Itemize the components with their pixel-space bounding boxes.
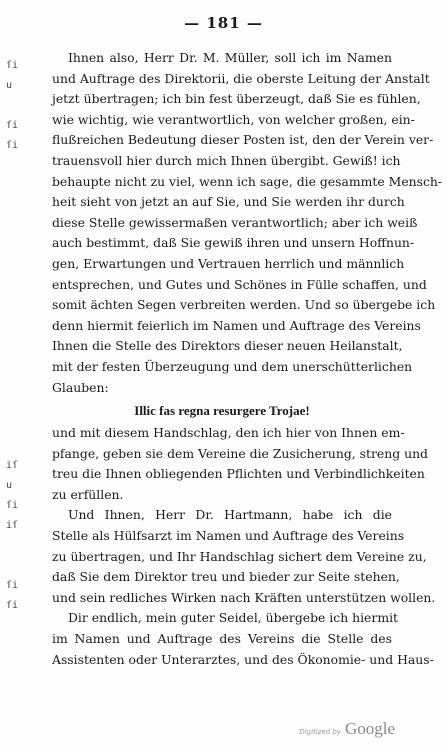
latin-quotation: Illic fas regna resurgere Trojae! <box>134 403 310 419</box>
text-line: und sein redliches Wirken nach Kräften unterstützen wollen. <box>52 589 436 605</box>
text-line: Und Ihnen, Herr Dr. Hartmann, habe ich die <box>68 507 392 523</box>
margin-mark <box>6 176 22 196</box>
text-line: behaupte nicht zu viel, wenn ich sage, die gesammte Mensch- <box>52 173 443 189</box>
margin-mark <box>6 396 22 416</box>
margin-mark <box>6 436 22 456</box>
margin-mark <box>6 376 22 396</box>
text-line: Stelle als Hülfsarzt im Namen und Auftrage des Vereins <box>52 528 405 544</box>
margin-mark <box>6 356 22 376</box>
text-line: flußreichen Bedeutung dieser Posten ist, den der Verein ver- <box>52 132 434 148</box>
margin-mark <box>6 296 22 316</box>
digitization-watermark <box>299 719 395 739</box>
margin-mark <box>6 156 22 176</box>
margin-mark <box>6 256 22 276</box>
margin-mark: ſi <box>6 60 19 71</box>
google-logo: Google <box>344 719 395 738</box>
page-body-text <box>52 48 443 670</box>
margin-mark <box>6 316 22 336</box>
text-line: diese Stelle gewissermaßen verantwortlich; aber ich weiß <box>52 214 418 230</box>
margin-mark: ſi <box>6 600 19 611</box>
text-line: denn hiermit feierlich im Namen und Auftrage des Vereins <box>52 317 421 333</box>
margin-mark: ſi <box>6 140 19 151</box>
text-line: somit ächten Segen verbreiten werden. Und so übergebe ich <box>52 297 436 313</box>
margin-mark <box>6 236 22 256</box>
margin-mark <box>6 196 22 216</box>
margin-mark: u <box>6 80 13 91</box>
text-line: und Auftrage des Direktorii, die oberste Leitung der Anstalt <box>52 70 430 86</box>
text-line: pfange, geben sie dem Vereine die Zusicherung, streng und <box>52 445 428 461</box>
margin-mark <box>6 416 22 436</box>
text-line: zu erfüllen. <box>52 486 124 502</box>
text-line: im Namen und Auftrage des Vereins die Stelle des <box>52 631 392 647</box>
text-line: jetzt übertragen; ich bin fest überzeugt, daß Sie es fühlen, <box>52 91 421 107</box>
text-line: trauensvoll hier durch mich Ihnen übergibt. Gewiß! ich <box>52 152 401 168</box>
paragraph-speech-2 <box>52 423 436 670</box>
text-line: Assistenten oder Unterarztes, und des Ökonomie- und Haus- <box>52 651 434 667</box>
paragraph-speech-1 <box>52 48 443 398</box>
margin-mark <box>6 276 22 296</box>
margin-mark <box>6 336 22 356</box>
margin-mark <box>6 216 22 236</box>
margin-mark: ſi <box>6 500 19 511</box>
margin-mark: u <box>6 480 13 491</box>
text-line: Ihnen also, Herr Dr. M. Müller, soll ich im Namen <box>68 50 392 65</box>
margin-mark <box>6 536 22 556</box>
margin-mark: iſ <box>6 520 19 531</box>
text-line: treu die Ihnen obliegenden Pflichten und Verbindlichkeiten <box>52 466 425 482</box>
text-line: auch bestimmt, daß Sie gewiß ihren und unsern Hoffnun- <box>52 235 415 251</box>
digitized-by-text: Digitized by <box>299 728 341 736</box>
text-line: Ihnen die Stelle des Direktors dieser neuen Heilanstalt, <box>52 338 403 354</box>
text-line: daß Sie dem Direktor treu und bieder zur Seite stehen, <box>52 569 400 585</box>
margin-mark: ſi <box>6 580 19 591</box>
text-line: Dir endlich, mein guter Seidel, übergebe ich hiermit <box>68 610 399 626</box>
text-line: gen, Erwartungen und Vertrauen herrlich und männlich <box>52 255 405 271</box>
text-line: heit sieht von jetzt an auf Sie, und Sie werden ihr durch <box>52 194 405 210</box>
margin-mark <box>6 96 22 116</box>
text-line: Glauben: <box>52 379 109 395</box>
margin-mark: ſi <box>6 120 19 131</box>
margin-mark: iſ <box>6 460 19 471</box>
page-number-header: — 181 — <box>184 14 263 32</box>
text-line: und mit diesem Handschlag, den ich hier von Ihnen em- <box>52 425 405 441</box>
text-line: wie wichtig, wie verantwortlich, von welcher großen, ein- <box>52 111 415 127</box>
margin-mark <box>6 556 22 576</box>
margin-bleed-marks <box>6 56 22 616</box>
text-line: entsprechen, und Gutes und Schönes in Fülle schaffen, und <box>52 276 427 292</box>
text-line: zu übertragen, und Ihr Handschlag sichert dem Vereine zu, <box>52 548 427 564</box>
text-line: mit der festen Überzeugung und dem unerschütterlichen <box>52 358 413 374</box>
